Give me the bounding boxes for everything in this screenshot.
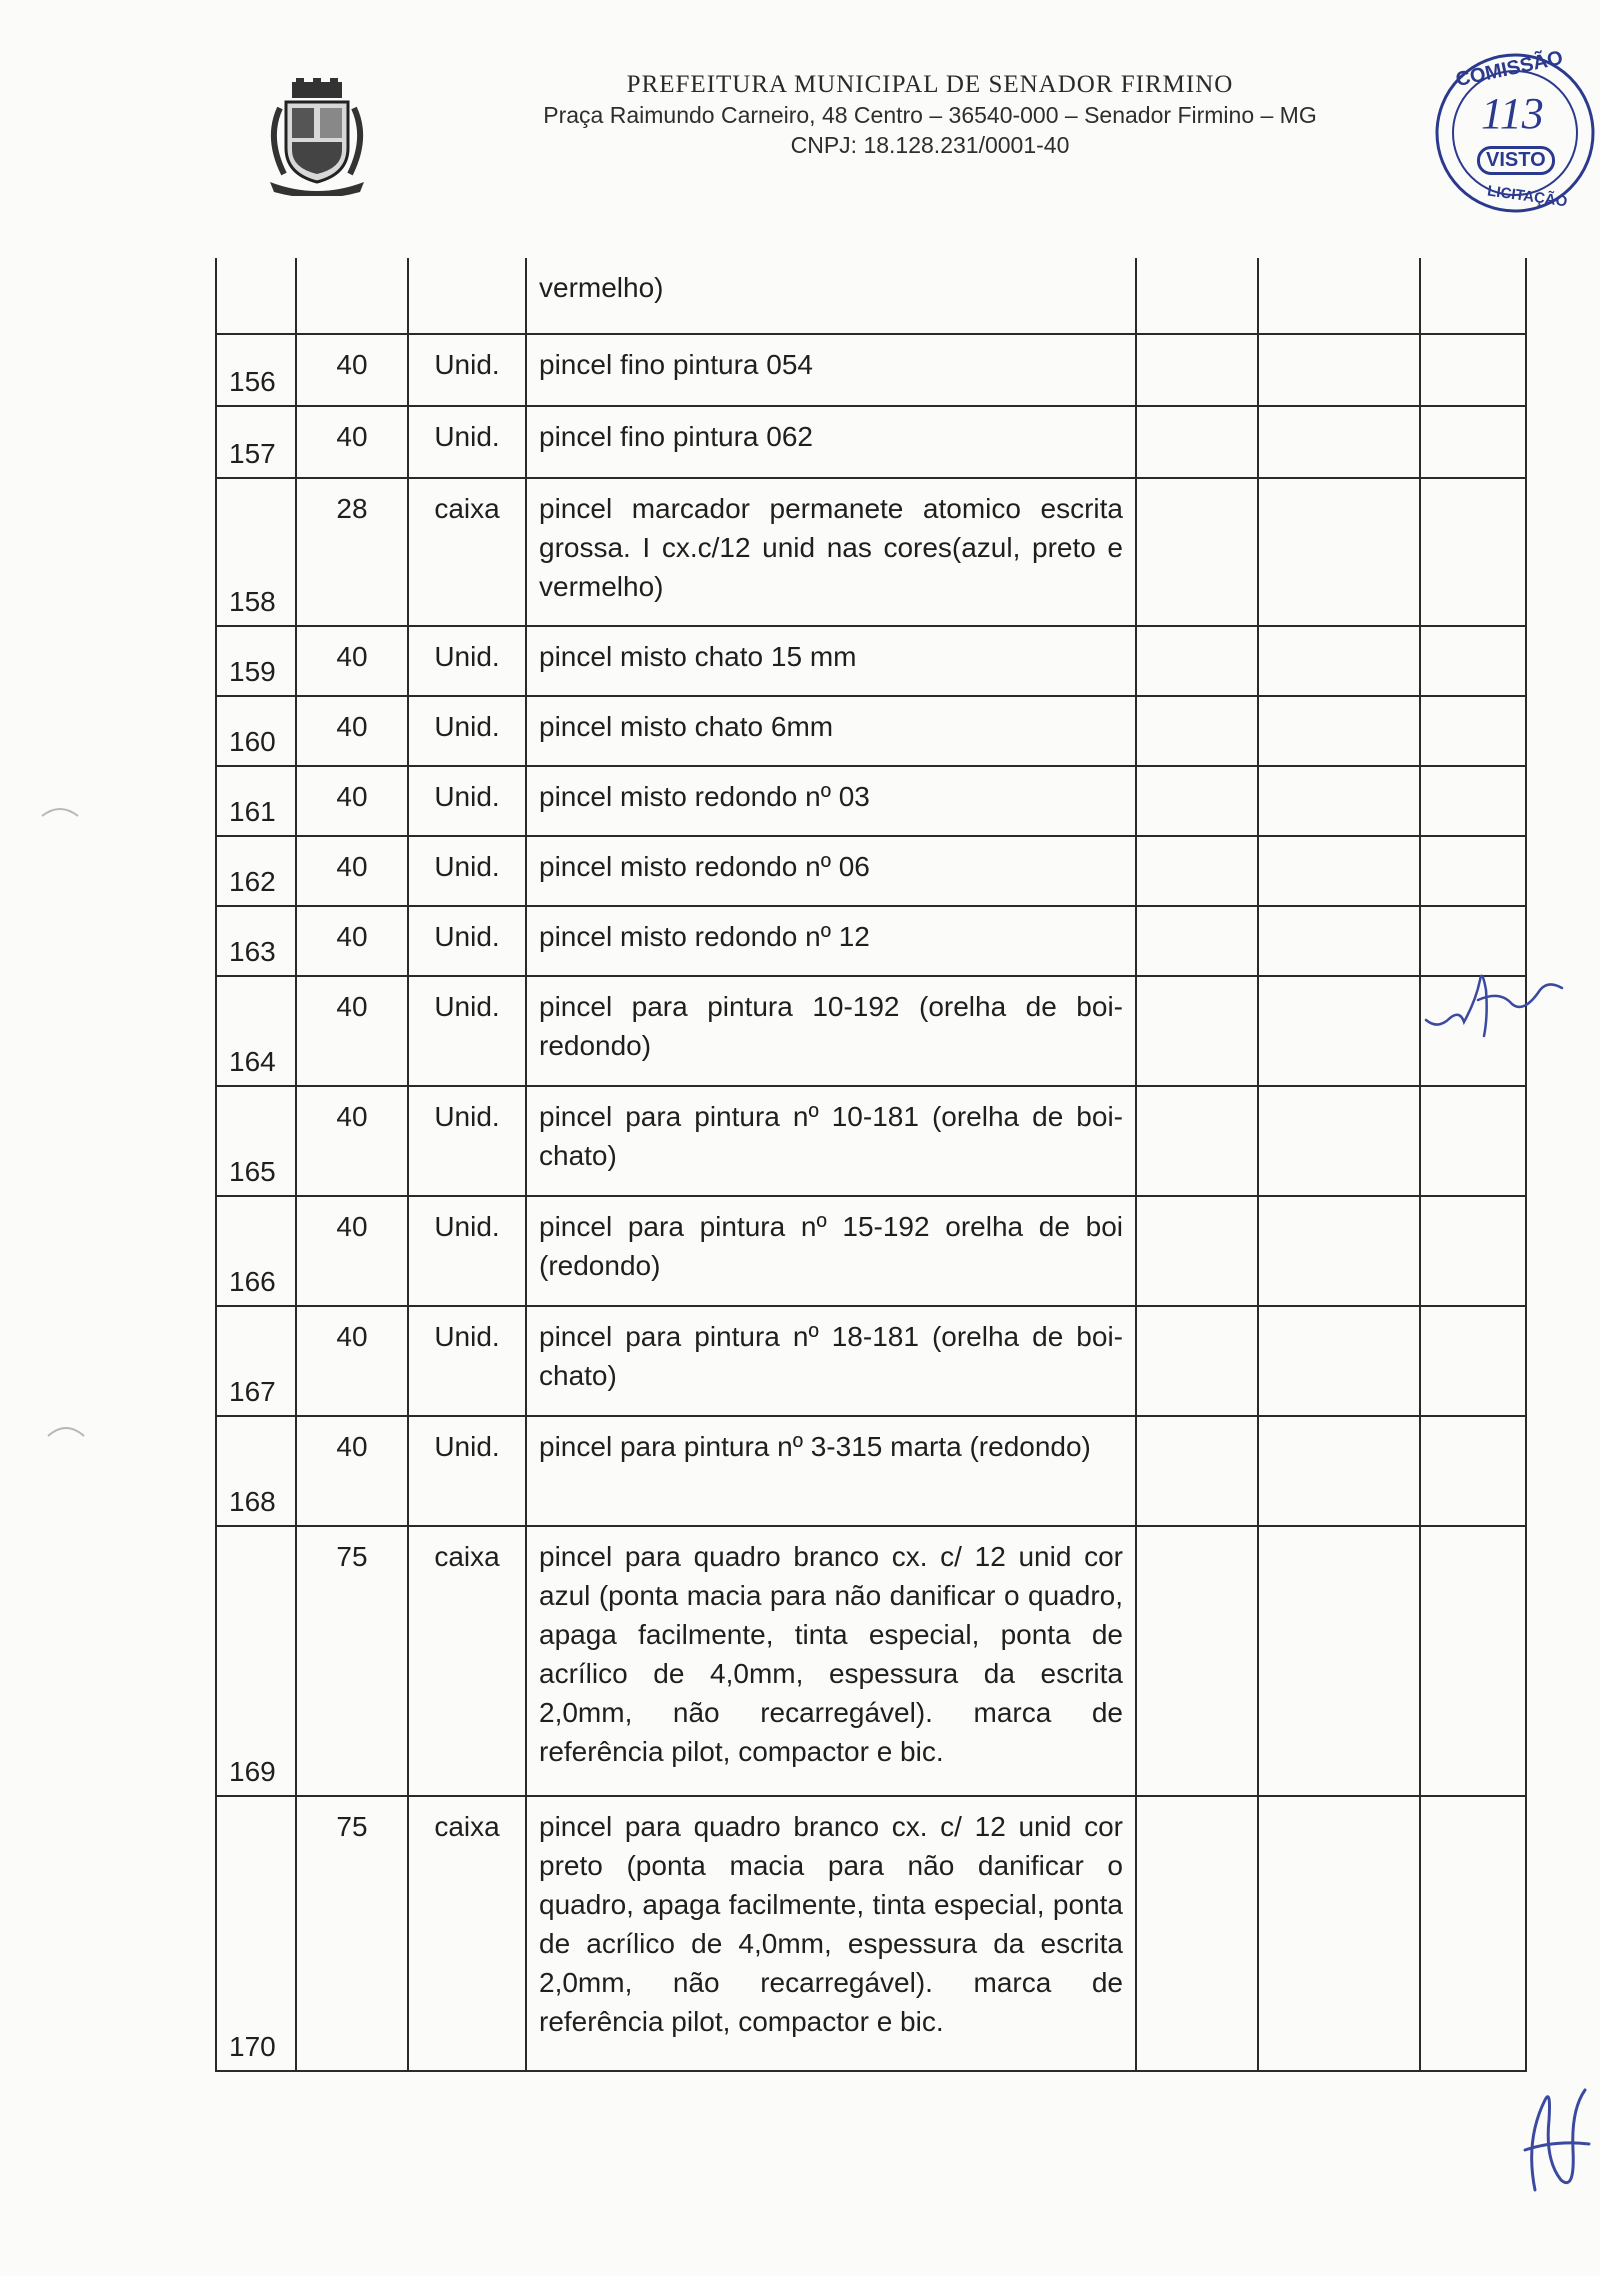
description-cell: pincel para pintura nº 10-181 (orelha de boi-chato) (526, 1086, 1136, 1196)
unit-price-cell (1258, 406, 1420, 478)
brand-cell (1136, 766, 1258, 836)
description-cell: pincel para quadro branco cx. c/ 12 unid cor preto (ponta macia para não danificar o quadro, apaga facilmente, tinta especial, ponta de acrílico de 4,0mm, espessura da escrita 2,0mm, não recarregável). marca de referência pilot, compactor e bic. (526, 1796, 1136, 2071)
total-price-cell (1420, 406, 1526, 478)
unit-price-cell (1258, 478, 1420, 626)
table-row (216, 1526, 1526, 1796)
item-number-cell: 160 (216, 696, 296, 766)
description-cell: pincel marcador permanete atomico escrita grossa. I cx.c/12 unid nas cores(azul, preto e vermelho) (526, 478, 1136, 626)
item-number-cell: 164 (216, 976, 296, 1086)
item-number-cell: 158 (216, 478, 296, 626)
item-number-cell: 157 (216, 406, 296, 478)
total-price-cell (1420, 1086, 1526, 1196)
table-row (216, 334, 1526, 406)
item-number-cell: 162 (216, 836, 296, 906)
brand-cell (1136, 1416, 1258, 1526)
brand-cell (1136, 1796, 1258, 2071)
municipality-name: PREFEITURA MUNICIPAL DE SENADOR FIRMINO (626, 71, 1234, 98)
municipality-cnpj: CNPJ: 18.128.231/0001-40 (790, 132, 1070, 158)
unit-price-cell (1258, 1416, 1420, 1526)
brand-cell (1136, 836, 1258, 906)
punch-hole-mark (46, 1420, 86, 1440)
punch-hole-mark (40, 802, 80, 822)
total-price-cell (1420, 1306, 1526, 1416)
brand-cell (1136, 406, 1258, 478)
unit-price-cell (1258, 1086, 1420, 1196)
table-row (216, 1796, 1526, 2071)
municipality-address: Praça Raimundo Carneiro, 48 Centro – 36540-000 – Senador Firmino – MG (543, 102, 1317, 128)
unit-cell: Unid. (408, 1306, 526, 1416)
stamp-page-number: 113 (1481, 89, 1544, 138)
description-cell: pincel misto redondo nº 03 (526, 766, 1136, 836)
unit-price-cell (1258, 1306, 1420, 1416)
unit-cell: Unid. (408, 626, 526, 696)
description-cell: pincel fino pintura 062 (526, 406, 1136, 478)
quantity-cell: 28 (296, 478, 408, 626)
items-table-wrapper (215, 258, 1525, 2072)
unit-cell: Unid. (408, 906, 526, 976)
table-row (216, 1306, 1526, 1416)
description-cell: pincel para pintura 10-192 (orelha de boi-redondo) (526, 976, 1136, 1086)
quantity-cell: 40 (296, 334, 408, 406)
item-number-cell: 169 (216, 1526, 296, 1796)
quantity-cell: 40 (296, 836, 408, 906)
table-row (216, 1196, 1526, 1306)
description-cell: vermelho) (526, 258, 1136, 334)
quantity-cell: 75 (296, 1796, 408, 2071)
table-row (216, 1416, 1526, 1526)
item-number-cell: 165 (216, 1086, 296, 1196)
item-number-cell: 159 (216, 626, 296, 696)
unit-price-cell (1258, 1196, 1420, 1306)
description-cell: pincel para pintura nº 3-315 marta (redondo) (526, 1416, 1136, 1526)
total-price-cell (1420, 1196, 1526, 1306)
item-number-cell: 167 (216, 1306, 296, 1416)
items-table (215, 258, 1527, 2072)
unit-cell (408, 258, 526, 334)
handwritten-signature (1515, 2080, 1595, 2200)
brand-cell (1136, 1526, 1258, 1796)
unit-price-cell (1258, 976, 1420, 1086)
quantity-cell: 40 (296, 906, 408, 976)
brand-cell (1136, 906, 1258, 976)
table-row (216, 766, 1526, 836)
quantity-cell: 40 (296, 406, 408, 478)
stamp-bottom-text: LICITAÇÃO (1486, 182, 1569, 211)
unit-price-cell (1258, 1526, 1420, 1796)
unit-cell: Unid. (408, 976, 526, 1086)
unit-cell: Unid. (408, 766, 526, 836)
quantity-cell (296, 258, 408, 334)
unit-price-cell (1258, 334, 1420, 406)
unit-price-cell (1258, 906, 1420, 976)
brand-cell (1136, 1086, 1258, 1196)
description-cell: pincel para quadro branco cx. c/ 12 unid cor azul (ponta macia para não danificar o quadro, apaga facilmente, tinta especial, ponta de acrílico de 4,0mm, espessura da escrita 2,0mm, não recarregável). marca de referência pilot, compactor e bic. (526, 1526, 1136, 1796)
quantity-cell: 40 (296, 976, 408, 1086)
quantity-cell: 40 (296, 1086, 408, 1196)
unit-price-cell (1258, 626, 1420, 696)
total-price-cell (1420, 1526, 1526, 1796)
unit-cell: Unid. (408, 836, 526, 906)
total-price-cell (1420, 836, 1526, 906)
total-price-cell (1420, 1796, 1526, 2071)
item-number-cell: 168 (216, 1416, 296, 1526)
unit-cell: Unid. (408, 1086, 526, 1196)
item-number-cell: 166 (216, 1196, 296, 1306)
total-price-cell (1420, 478, 1526, 626)
total-price-cell (1420, 626, 1526, 696)
letterhead (0, 0, 1600, 220)
description-cell: pincel para pintura nº 15-192 orelha de boi (redondo) (526, 1196, 1136, 1306)
total-price-cell (1420, 696, 1526, 766)
description-cell: pincel misto chato 15 mm (526, 626, 1136, 696)
quantity-cell: 40 (296, 696, 408, 766)
table-row (216, 836, 1526, 906)
table-row (216, 478, 1526, 626)
quantity-cell: 40 (296, 1196, 408, 1306)
table-row (216, 626, 1526, 696)
description-cell: pincel fino pintura 054 (526, 334, 1136, 406)
table-row (216, 906, 1526, 976)
unit-cell: Unid. (408, 406, 526, 478)
unit-cell: caixa (408, 1526, 526, 1796)
description-cell: pincel misto redondo nº 12 (526, 906, 1136, 976)
table-row (216, 696, 1526, 766)
item-number-cell: 161 (216, 766, 296, 836)
brand-cell (1136, 1196, 1258, 1306)
table-row (216, 1086, 1526, 1196)
brand-cell (1136, 626, 1258, 696)
total-price-cell (1420, 334, 1526, 406)
brand-cell (1136, 334, 1258, 406)
handwritten-initials (1420, 960, 1570, 1040)
quantity-cell: 40 (296, 626, 408, 696)
brand-cell (1136, 976, 1258, 1086)
unit-cell: Unid. (408, 1416, 526, 1526)
table-row (216, 976, 1526, 1086)
unit-cell: caixa (408, 1796, 526, 2071)
letterhead-text (430, 70, 1430, 160)
brand-cell (1136, 1306, 1258, 1416)
unit-cell: Unid. (408, 334, 526, 406)
item-number-cell: 170 (216, 1796, 296, 2071)
municipal-coat-of-arms-icon (262, 78, 372, 196)
item-number-cell (216, 258, 296, 334)
description-cell: pincel misto redondo nº 06 (526, 836, 1136, 906)
unit-price-cell (1258, 258, 1420, 334)
unit-cell: caixa (408, 478, 526, 626)
quantity-cell: 40 (296, 1416, 408, 1526)
description-cell: pincel misto chato 6mm (526, 696, 1136, 766)
brand-cell (1136, 696, 1258, 766)
description-cell: pincel para pintura nº 18-181 (orelha de boi-chato) (526, 1306, 1136, 1416)
quantity-cell: 40 (296, 1306, 408, 1416)
item-number-cell: 156 (216, 334, 296, 406)
total-price-cell (1420, 1416, 1526, 1526)
unit-price-cell (1258, 766, 1420, 836)
quantity-cell: 75 (296, 1526, 408, 1796)
total-price-cell (1420, 766, 1526, 836)
item-number-cell: 163 (216, 906, 296, 976)
stamp-visto-text: VISTO (1477, 146, 1555, 175)
brand-cell (1136, 478, 1258, 626)
brand-cell (1136, 258, 1258, 334)
unit-cell: Unid. (408, 1196, 526, 1306)
unit-price-cell (1258, 1796, 1420, 2071)
quantity-cell: 40 (296, 766, 408, 836)
commission-stamp (1425, 38, 1600, 228)
table-row (216, 258, 1526, 334)
table-row (216, 406, 1526, 478)
unit-price-cell (1258, 696, 1420, 766)
stamp-top-text: COMISSÃO (1453, 46, 1565, 92)
total-price-cell (1420, 258, 1526, 334)
items-table-body (216, 258, 1526, 2071)
unit-cell: Unid. (408, 696, 526, 766)
unit-price-cell (1258, 836, 1420, 906)
